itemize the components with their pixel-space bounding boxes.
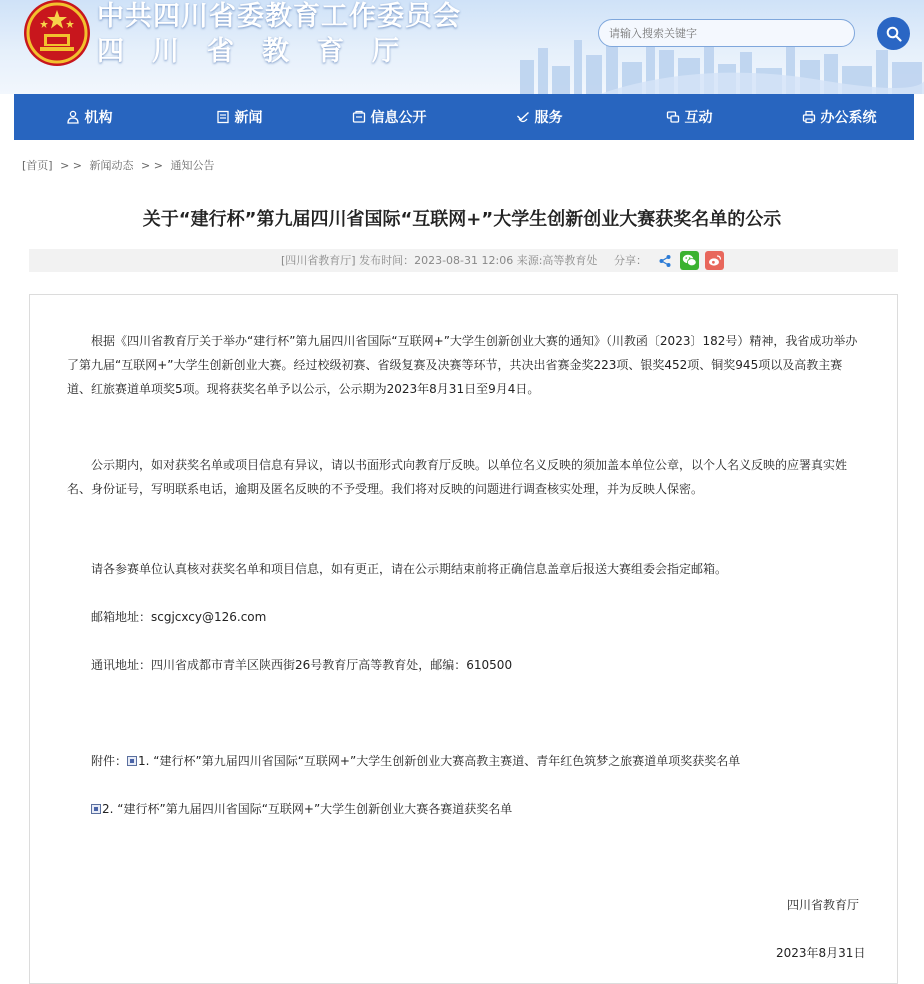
nav-label: 服务 [534, 110, 563, 126]
site-subtitle: 四川省教育厅 [97, 36, 427, 67]
attachment-label: 附件： [91, 754, 128, 768]
mailing-address: 通讯地址：四川省成都市青羊区陕西街26号教育厅高等教育处，邮编：610500 [91, 658, 513, 672]
breadcrumb-separator: > > [141, 159, 163, 172]
nav-label: 信息公开 [370, 110, 427, 126]
site-title: 中共四川省委教育工作委员会 [97, 1, 461, 32]
service-icon [516, 110, 530, 124]
search-icon [886, 26, 902, 42]
file-icon [127, 756, 137, 766]
signature-org: 四川省教育厅 [787, 898, 860, 912]
article-paragraph: 根据《四川省教育厅关于举办“建行杯”第九届四川省国际“互联网+”大学生创新创业大赛的通知》（川教函〔2023〕182号）精神，我省成功举办了第九届“互联网+”大学生创新创业大赛。经过校级初赛、省级复赛及决赛等环节，共决出省赛金奖223项、银奖452项、铜奖945项以及高教主赛道、红旅赛道单项奖5项。现将获奖名单予以公示，公示期为2023年8月31日至9月4日。 [67, 334, 858, 396]
nav-label: 新闻 [234, 110, 263, 126]
nav-label: 办公系统 [820, 110, 877, 126]
article-paragraph: 请各参赛单位认真核对获奖名单和项目信息，如有更正，请在公示期结束前将正确信息盖章后报送大赛组委会指定邮箱。 [91, 562, 728, 576]
info-icon [352, 110, 366, 124]
share-icon [658, 254, 672, 268]
email-address: 邮箱地址：scgjcxcy@126.com [91, 610, 267, 624]
nav-item-info-disclosure[interactable] [314, 94, 464, 140]
weibo-share-button[interactable] [705, 251, 724, 270]
share-icons [655, 251, 724, 270]
article-paragraph: 公示期内，如对获奖名单或项目信息有异议，请以书面形式向教育厅反映。以单位名义反映的须加盖本单位公章，以个人名义反映的应署真实姓名、身份证号，写明联系电话，逾期及匿名反映的不予受理。我们将对反映的问题进行调查核实处理，并为反映人保密。 [67, 458, 848, 496]
nav-item-service[interactable] [464, 94, 614, 140]
site-header [0, 0, 924, 94]
article-meta: [四川省教育厅] 发布时间：2023-08-31 12:06 来源:高等教育处 [281, 254, 598, 267]
article-meta-bar [29, 249, 898, 272]
wechat-icon [682, 254, 697, 267]
wechat-share-button[interactable] [680, 251, 699, 270]
search-input[interactable] [598, 19, 855, 47]
weibo-icon [708, 254, 722, 267]
nav-label: 机构 [84, 110, 113, 126]
nav-item-interaction[interactable] [614, 94, 764, 140]
breadcrumb-news-link[interactable]: 新闻动态 [89, 159, 134, 172]
attachment-line-2 [91, 799, 512, 819]
file-icon [91, 804, 101, 814]
share-button[interactable] [655, 251, 674, 270]
breadcrumb-notice-link[interactable]: 通知公告 [170, 159, 215, 172]
share-label: 分享： [614, 254, 647, 267]
chat-icon [666, 110, 680, 124]
article-title: 关于“建行杯”第九届四川省国际“互联网+”大学生创新创业大赛获奖名单的公示 [142, 209, 782, 230]
news-icon [216, 110, 230, 124]
nav-item-office-system[interactable] [764, 94, 914, 140]
breadcrumb [22, 157, 218, 173]
nav-item-institution[interactable] [14, 94, 164, 140]
breadcrumb-home-link[interactable]: [首页] [22, 159, 53, 172]
office-icon [802, 110, 816, 124]
breadcrumb-separator: > > [60, 159, 83, 172]
main-nav [14, 94, 914, 140]
search-button[interactable] [877, 17, 910, 50]
attachment-line-1 [91, 751, 740, 771]
national-emblem-icon [22, 0, 92, 70]
attachment-link-1[interactable]: 1. “建行杯”第九届四川省国际“互联网+”大学生创新创业大赛高教主赛道、青年红色筑梦之旅赛道单项奖获奖名单 [138, 754, 741, 768]
attachment-link-2[interactable]: 2. “建行杯”第九届四川省国际“互联网+”大学生创新创业大赛各赛道获奖名单 [102, 802, 513, 816]
nav-item-news[interactable] [164, 94, 314, 140]
signature-date: 2023年8月31日 [776, 946, 866, 960]
nav-label: 互动 [684, 110, 713, 126]
people-icon [66, 110, 80, 124]
